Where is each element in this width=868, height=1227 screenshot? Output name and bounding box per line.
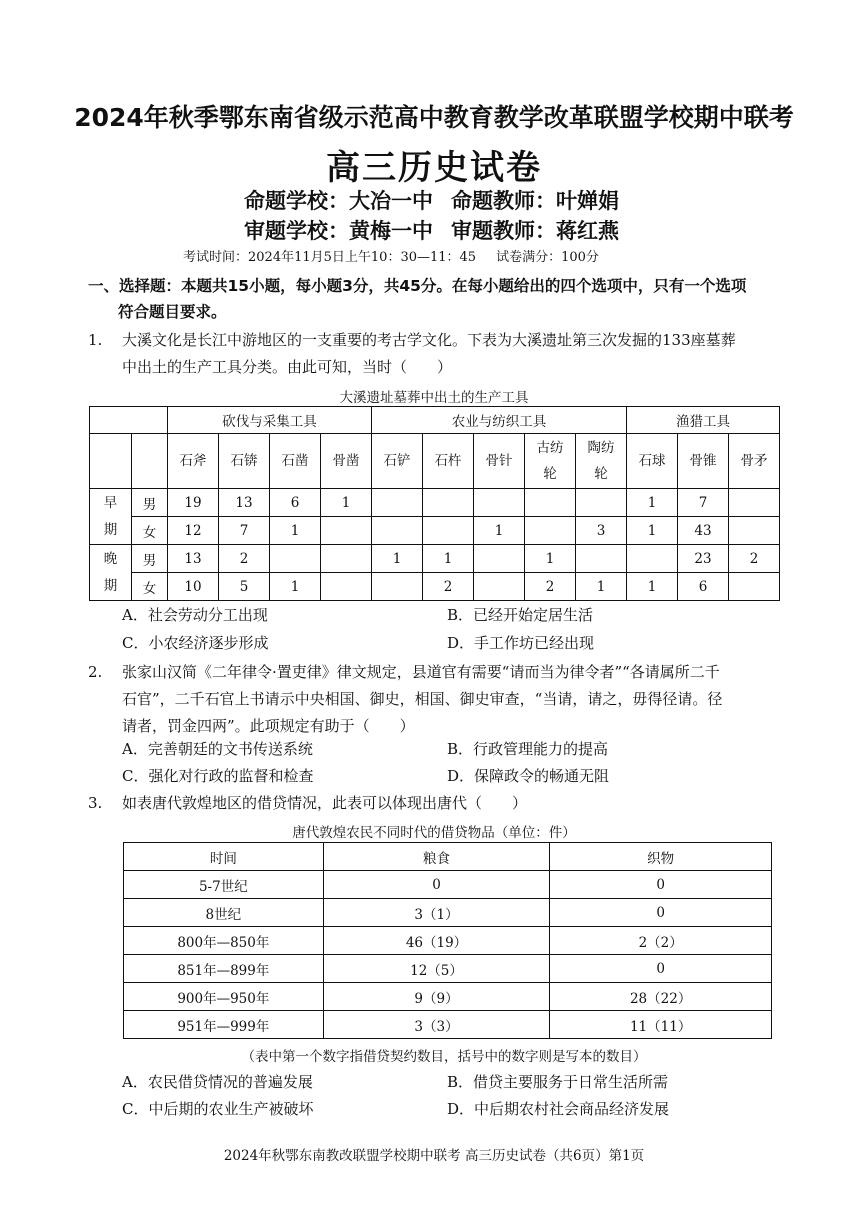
table-cell: 1: [321, 489, 372, 517]
table-cell: 900年—950年: [124, 983, 324, 1011]
table-cell: [321, 545, 372, 573]
table-cell: 2: [729, 545, 780, 573]
reviewer-teacher: 审题教师：蒋红燕: [451, 219, 619, 243]
page-footer: 2024年秋鄂东南教改联盟学校期中联考 高三历史试卷（共6页）第1页: [223, 1148, 645, 1164]
table-cell: 1: [372, 545, 423, 573]
table-cell: [372, 489, 423, 517]
table-cell: 7: [678, 489, 729, 517]
sex-label: 男: [132, 545, 168, 573]
question-text: 张家山汉简《二年律令·置吏律》律文规定，县道官有需要“请而当为律令者”“各请属所二千: [122, 663, 720, 681]
sex-label: 男: [132, 489, 168, 517]
tool-header: 石铲: [372, 434, 423, 489]
table-row: [124, 927, 772, 955]
table-cell: 7: [219, 517, 270, 545]
table-cell: 1: [474, 517, 525, 545]
tool-header: 古纺 轮: [525, 434, 576, 489]
section-heading-line2: 符合题目要求。: [118, 303, 227, 321]
sex-label: 女: [132, 517, 168, 545]
sex-label: 女: [132, 573, 168, 601]
table-cell: 1: [423, 545, 474, 573]
question-text: 如表唐代敦煌地区的借贷情况，此表可以体现出唐代（ ）: [122, 794, 528, 812]
table-cell: 851年—899年: [124, 955, 324, 983]
table-cell: 13: [168, 545, 219, 573]
question-number: 3.: [88, 794, 103, 812]
table-cell: [372, 573, 423, 601]
table-caption: 大溪遗址墓葬中出土的生产工具: [339, 390, 529, 406]
setter-school: 命题学校：大冶一中: [244, 189, 433, 213]
author-line-1: [244, 185, 619, 215]
tool-header: 石球: [627, 434, 678, 489]
table-row: [124, 1011, 772, 1039]
table-cell: [576, 489, 627, 517]
table-cell: 3（3）: [323, 1011, 550, 1039]
table-row: [124, 899, 772, 927]
table-cell: 2: [423, 573, 474, 601]
section-heading-line1: 一、选择题：本题共15小题，每小题3分，共45分。在每小题给出的四个选项中，只有一个选项: [88, 277, 747, 295]
table-cell: 46（19）: [323, 927, 550, 955]
table-cell: 951年—999年: [124, 1011, 324, 1039]
table-cell: 1: [627, 489, 678, 517]
tool-header: 石杵: [423, 434, 474, 489]
table-cell: 2: [219, 545, 270, 573]
option-a[interactable]: A．完善朝廷的文书传送系统: [122, 740, 313, 758]
table-cell: 3: [576, 517, 627, 545]
tool-header: 石锛: [219, 434, 270, 489]
exam-title: 2024年秋季鄂东南省级示范高中教育教学改革联盟学校期中联考: [74, 103, 794, 132]
table-cell: 1: [576, 573, 627, 601]
table-cell: [729, 489, 780, 517]
table-cell: 28（22）: [550, 983, 772, 1011]
table-cell: 0: [550, 955, 772, 983]
tool-header: 骨针: [474, 434, 525, 489]
table-cell: [474, 489, 525, 517]
question-number: 2.: [88, 663, 103, 681]
option-c[interactable]: C．中后期的农业生产被破坏: [122, 1100, 314, 1118]
table-cell: [525, 489, 576, 517]
question-text: 大溪文化是长江中游地区的一支重要的考古学文化。下表为大溪遗址第三次发掘的133座墓葬: [122, 331, 736, 349]
table-cell: [423, 517, 474, 545]
exam-info: [183, 246, 599, 265]
table-cell: [423, 489, 474, 517]
option-d[interactable]: D．中后期农村社会商品经济发展: [447, 1100, 670, 1118]
option-b[interactable]: B．借贷主要服务于日常生活所需: [447, 1073, 669, 1091]
tool-header: 石凿: [270, 434, 321, 489]
table-cell: 3（1）: [323, 899, 550, 927]
option-a[interactable]: A．农民借贷情况的普遍发展: [122, 1073, 313, 1091]
table-cell: [270, 545, 321, 573]
option-b[interactable]: B．已经开始定居生活: [447, 606, 594, 624]
table-cell: 1: [627, 573, 678, 601]
table-cell: 0: [323, 871, 550, 899]
table-corner: [90, 407, 168, 434]
period-label: 晚 期: [90, 545, 132, 601]
table-row: [124, 871, 772, 899]
table-corner: [90, 434, 132, 489]
option-d[interactable]: D．保障政令的畅通无阻: [447, 767, 610, 785]
question-text: 请者，罚金四两”。此项规定有助于（ ）: [122, 717, 415, 735]
column-header: 织物: [550, 843, 772, 871]
reviewer-school: 审题学校：黄梅一中: [244, 219, 433, 243]
table-cell: 1: [525, 545, 576, 573]
table-cell: 19: [168, 489, 219, 517]
table-row: [124, 955, 772, 983]
table-cell: 800年—850年: [124, 927, 324, 955]
table-cell: [729, 573, 780, 601]
question-number: 1.: [88, 331, 103, 349]
table-cell: 0: [550, 871, 772, 899]
table-cell: [321, 573, 372, 601]
table-cell: 11（11）: [550, 1011, 772, 1039]
tool-header: 骨锥: [678, 434, 729, 489]
exam-subject: 高三历史试卷: [326, 148, 542, 188]
table-cell: [474, 545, 525, 573]
tools-table: [89, 406, 780, 601]
loan-table: [123, 842, 772, 1039]
table-cell: 6: [270, 489, 321, 517]
tool-header: 骨矛: [729, 434, 780, 489]
table-caption: 唐代敦煌农民不同时代的借贷物品（单位：件）: [292, 825, 576, 841]
table-cell: [372, 517, 423, 545]
table-cell: [321, 517, 372, 545]
table-cell: 6: [678, 573, 729, 601]
option-b[interactable]: B．行政管理能力的提高: [447, 740, 609, 758]
group-header: 砍伐与采集工具: [168, 407, 372, 434]
table-cell: 2（2）: [550, 927, 772, 955]
table-row: [124, 983, 772, 1011]
table-cell: 1: [627, 517, 678, 545]
question-text: 石官”，二千石官上书请示中央相国、御史，相国、御史审查，“当请，请之，毋得径请。径: [122, 690, 723, 708]
table-cell: 43: [678, 517, 729, 545]
setter-teacher: 命题教师：叶婵娟: [451, 189, 619, 213]
table-cell: 8世纪: [124, 899, 324, 927]
period-label: 早 期: [90, 489, 132, 545]
table-cell: 5-7世纪: [124, 871, 324, 899]
table-cell: 23: [678, 545, 729, 573]
column-header: 时间: [124, 843, 324, 871]
option-c[interactable]: C．小农经济逐步形成: [122, 634, 269, 652]
option-d[interactable]: D．手工作坊已经出现: [447, 634, 595, 652]
table-cell: [627, 545, 678, 573]
group-header: 农业与纺织工具: [372, 407, 627, 434]
tool-header: 骨凿: [321, 434, 372, 489]
tool-header: 陶纺 轮: [576, 434, 627, 489]
table-cell: 1: [270, 517, 321, 545]
full-score: 试卷满分：100分: [496, 250, 599, 265]
option-a[interactable]: A．社会劳动分工出现: [122, 606, 268, 624]
option-c[interactable]: C．强化对行政的监督和检查: [122, 767, 314, 785]
column-header: 粮食: [323, 843, 550, 871]
table-cell: [474, 573, 525, 601]
table-cell: 5: [219, 573, 270, 601]
table-cell: 1: [270, 573, 321, 601]
table-cell: 10: [168, 573, 219, 601]
table-corner: [132, 434, 168, 489]
tool-header: 石斧: [168, 434, 219, 489]
table-cell: 2: [525, 573, 576, 601]
table-cell: 0: [550, 899, 772, 927]
table-cell: 12: [168, 517, 219, 545]
group-header: 渔猎工具: [627, 407, 780, 434]
table-cell: 12（5）: [323, 955, 550, 983]
table-note: （表中第一个数字指借贷契约数目，括号中的数字则是写本的数目）: [241, 1049, 647, 1065]
author-line-2: [244, 215, 619, 245]
table-cell: 13: [219, 489, 270, 517]
table-cell: [576, 545, 627, 573]
table-cell: 9（9）: [323, 983, 550, 1011]
table-cell: [729, 517, 780, 545]
question-text: 中出土的生产工具分类。由此可知，当时（ ）: [122, 358, 453, 376]
table-cell: [525, 517, 576, 545]
section-heading: [88, 273, 778, 325]
exam-time: 考试时间：2024年11月5日上午10：30—11：45: [183, 250, 477, 265]
